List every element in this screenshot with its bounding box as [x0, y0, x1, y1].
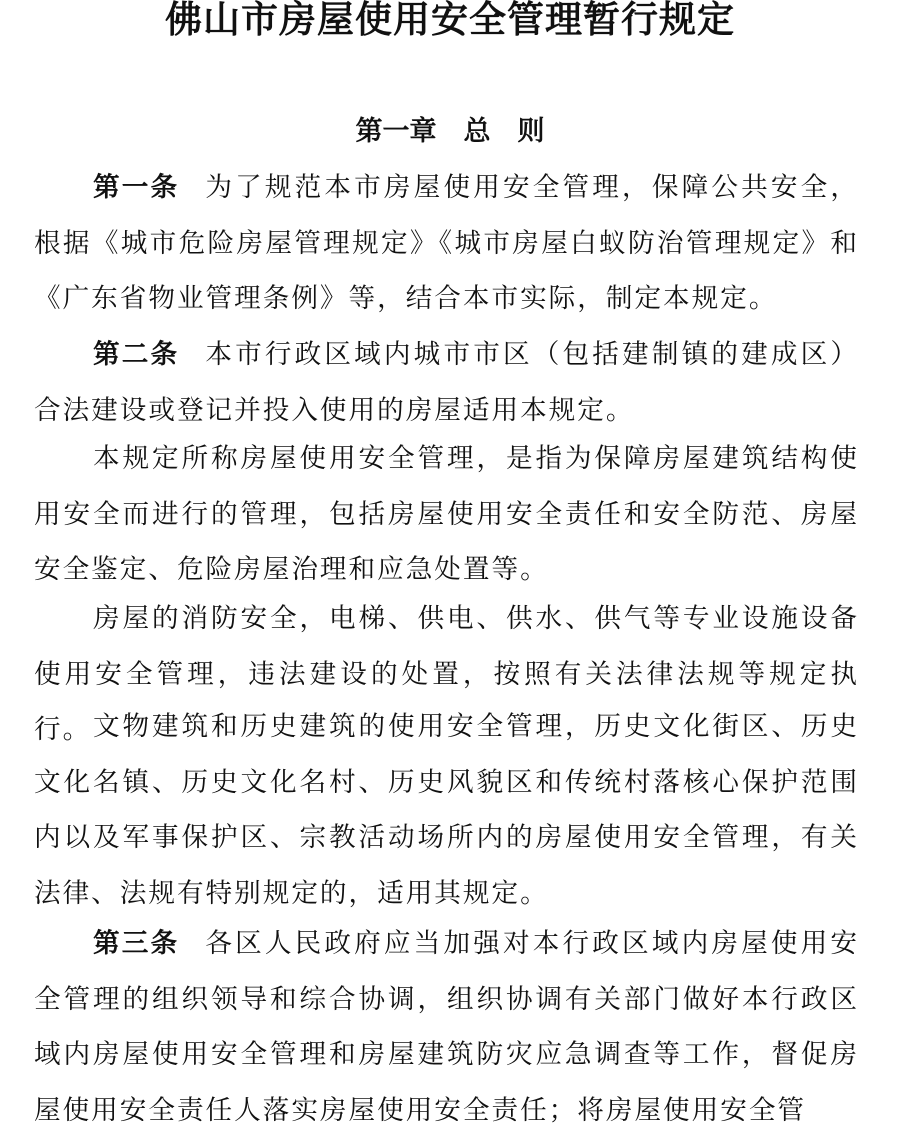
article-label: 第三条	[93, 928, 180, 959]
paragraph-text: 各区人民政府应当加强对本行政区域内房屋使用安全管理的组织领导和综合协调，组织协调有关部门做好本行政区域内房屋使用安全管理和房屋建筑防灾应急调查等工作，督促房屋使用安全责任人落实房屋使用安全责任；将房屋使用安全管	[34, 928, 860, 1126]
document-title: 佛山市房屋使用安全管理暂行规定	[165, 0, 735, 41]
article-3-paragraph	[34, 916, 859, 1138]
article-2-heritage-paragraph	[34, 699, 859, 921]
paragraph-text: 为了规范本市房屋使用安全管理，保障公共安全，根据《城市危险房屋管理规定》《城市房屋白蚁防治管理规定》和《广东省物业管理条例》等，结合本市实际，制定本规定。	[34, 172, 860, 314]
article-2-scope-paragraph	[34, 431, 859, 598]
article-1-paragraph	[34, 160, 859, 327]
paragraph-text: 房屋的消防安全，电梯、供电、供水、供气等专业设施设备使用安全管理，违法建设的处置，按照有关法律法规等规定执行。	[34, 603, 859, 745]
paragraph-text: 文物建筑和历史建筑的使用安全管理，历史文化街区、历史文化名镇、历史文化名村、历史风貌区和传统村落核心保护范围内以及军事保护区、宗教活动场所内的房屋使用安全管理，有关法律、法规有特别规定的，适用其规定。	[34, 711, 859, 909]
paragraph-text: 本规定所称房屋使用安全管理，是指为保障房屋建筑结构使用安全而进行的管理，包括房屋使用安全责任和安全防范、房屋安全鉴定、危险房屋治理和应急处置等。	[34, 443, 859, 585]
article-label: 第一条	[93, 172, 180, 203]
article-label: 第二条	[93, 339, 180, 370]
article-2-paragraph	[34, 327, 859, 438]
paragraph-text: 本市行政区域内城市市区（包括建制镇的建成区）合法建设或登记并投入使用的房屋适用本规定。	[34, 339, 860, 426]
chapter-heading: 第一章 总 则	[355, 116, 545, 147]
